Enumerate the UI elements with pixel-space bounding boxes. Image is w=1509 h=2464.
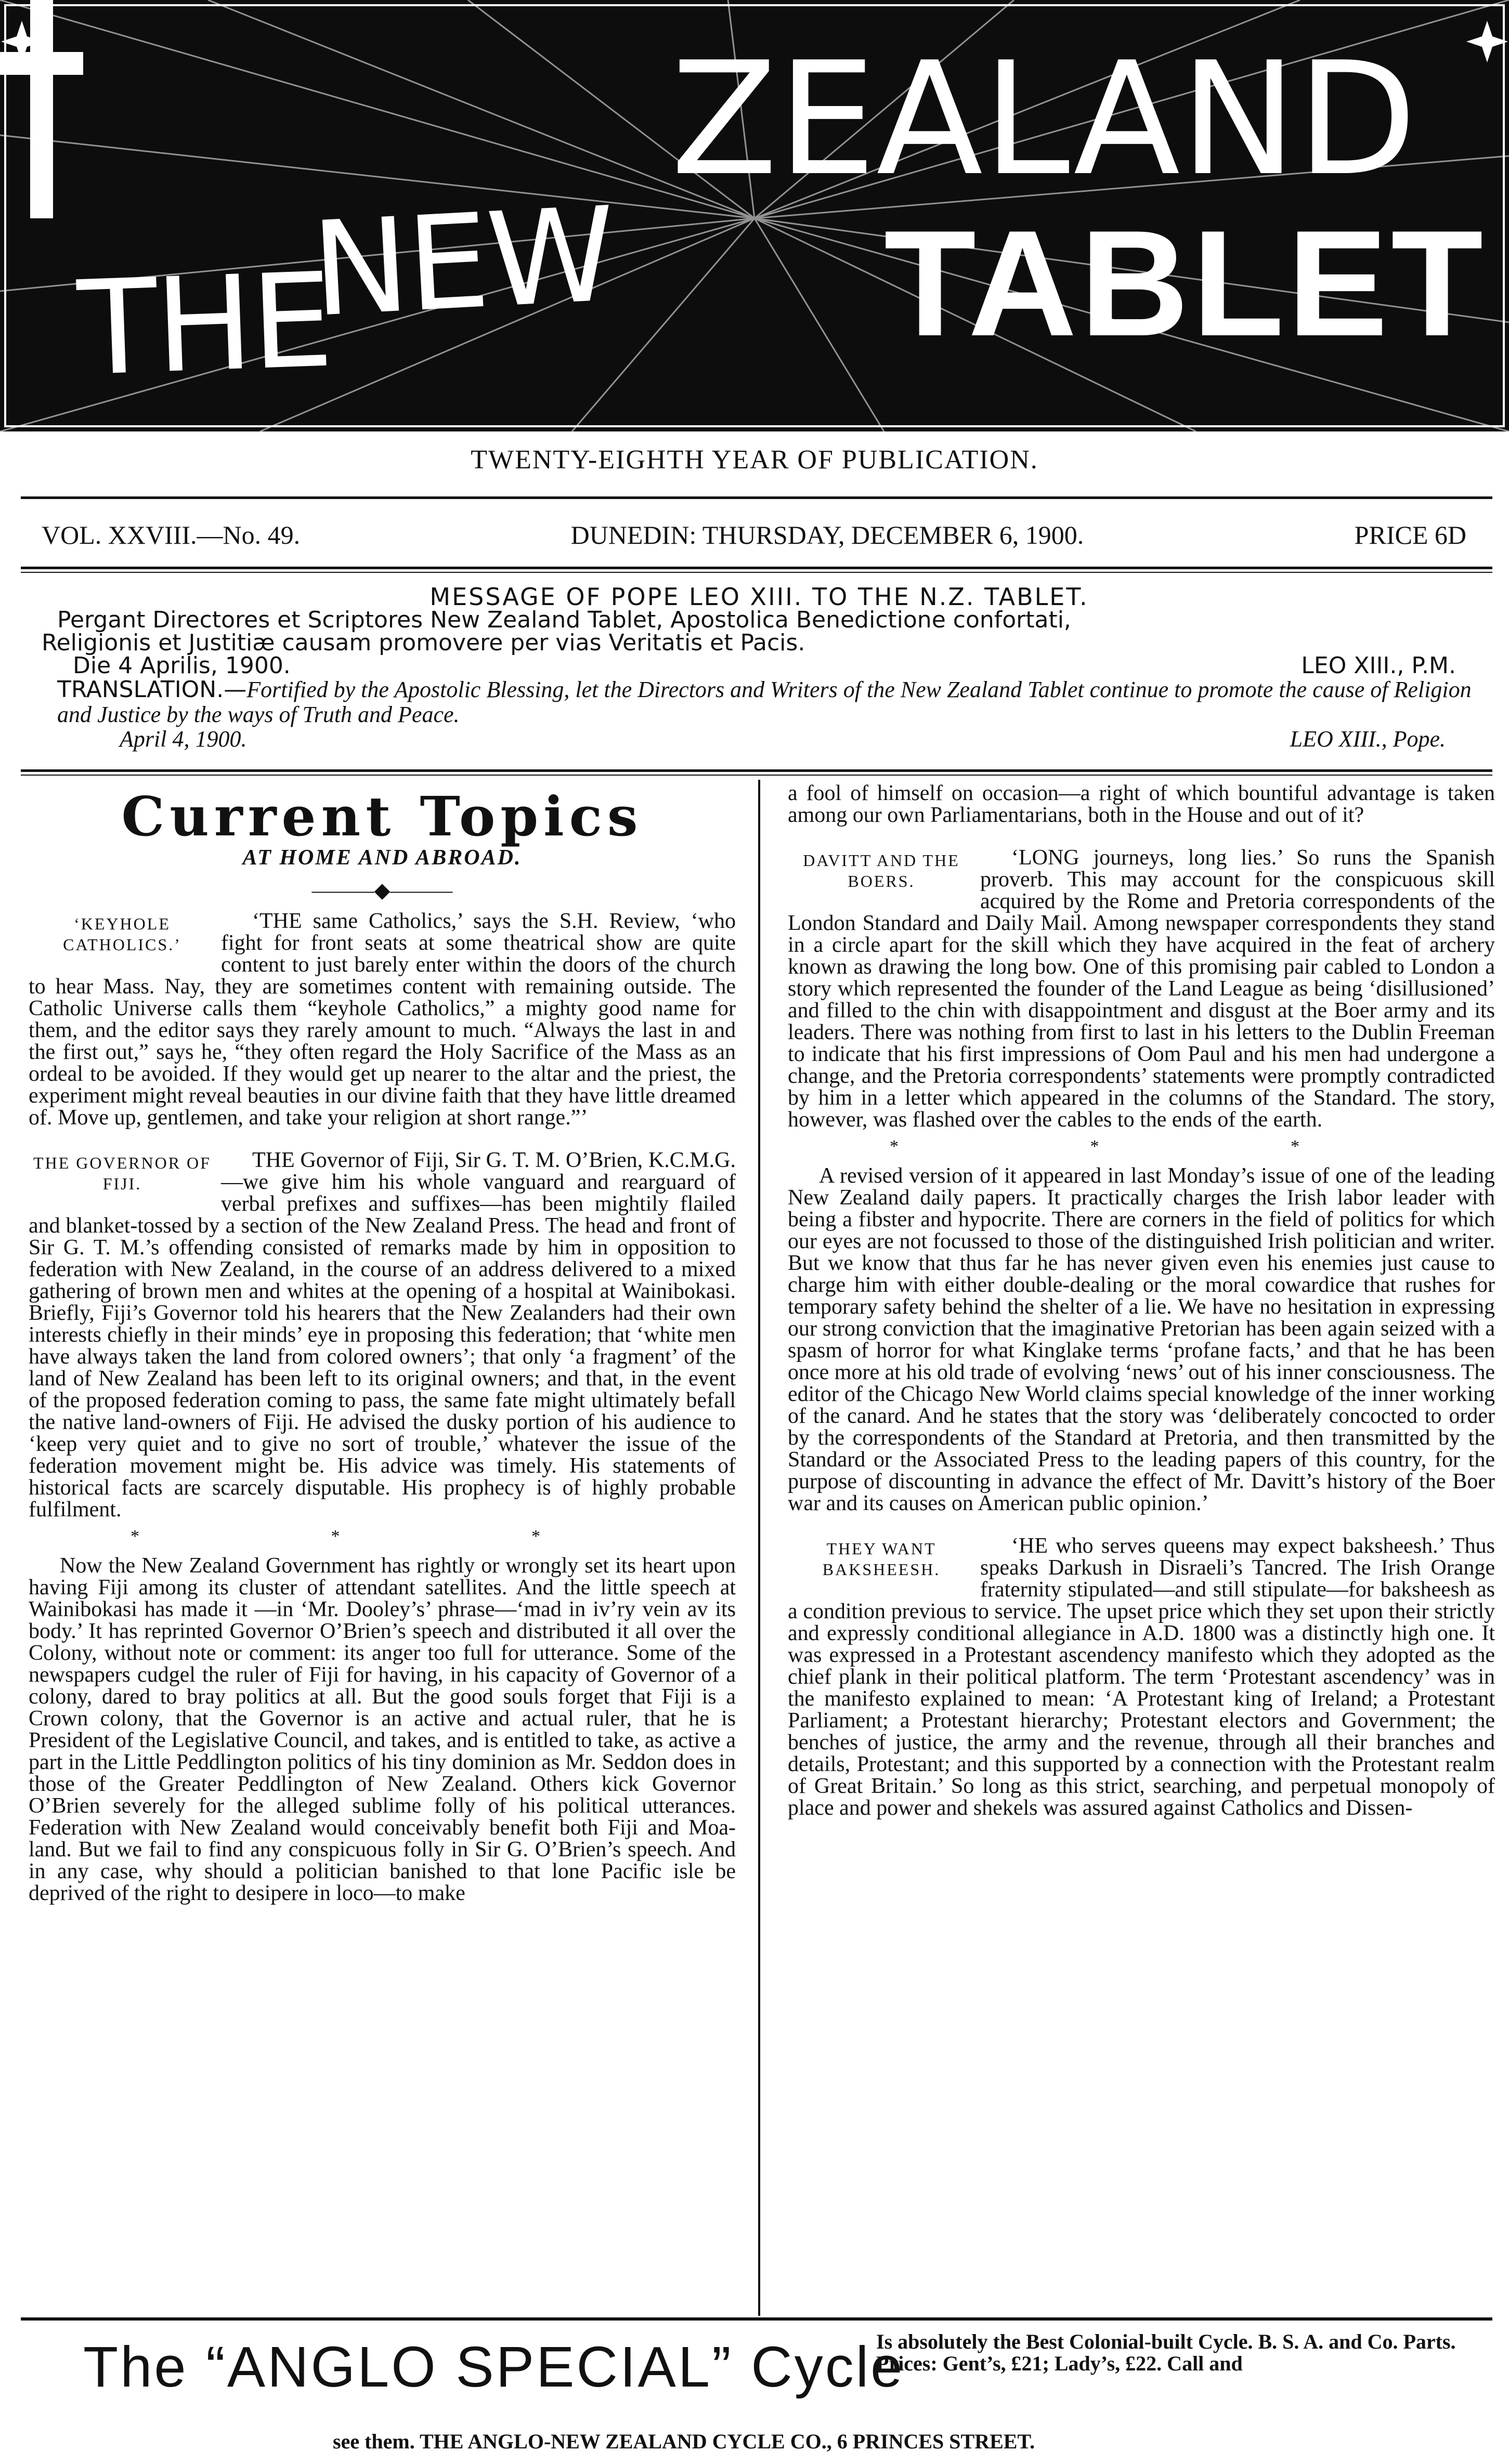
issue-date: DUNEDIN: THURSDAY, DECEMBER 6, 1900. bbox=[570, 520, 1084, 549]
rule-issue bbox=[21, 567, 1492, 569]
translation-signature-row bbox=[42, 727, 1477, 752]
issue-line bbox=[42, 520, 1466, 550]
translation-date: April 4, 1900. bbox=[120, 726, 247, 752]
message-latin-sign: LEO XIII., P.M. bbox=[1301, 652, 1456, 679]
masthead-tablet: TABLET bbox=[884, 199, 1487, 368]
rule-message-thin bbox=[21, 775, 1492, 776]
translation-sign: LEO XIII., Pope. bbox=[1290, 726, 1446, 752]
volume-number: VOL. XXVIII.—No. 49. bbox=[42, 520, 301, 549]
rule-issue-thin bbox=[21, 572, 1492, 573]
article-davitt bbox=[788, 847, 1495, 1131]
message-latin-2: Religionis et Justitiæ causam promovere per vias Veritatis et Pacis. bbox=[42, 630, 805, 656]
advert-details: Is absolutely the Best Colonial-built Cycle. B. S. A. and Co. Parts. Prices: Gent’s, £21; Lady’s, £22. Call and bbox=[876, 2330, 1456, 2375]
current-topics-heading: Current Topics bbox=[121, 784, 643, 848]
article-keyhole-text: ‘THE same Catholics,’ says the S.H. Review, ‘who fight for front seats at some theatrical show are quite content to just barely enter within the doors of the church to hear Mass. Nay, they are sometimes content with remaining outside. The Catholic Universe calls them “keyhole Catholics,” a mighty good name for them, and the editor says they rarely amount to much. “Always the last in and the first out,” says he, “they often regard the Holy Sacrifice of the Mass as an ordeal to be avoided. If they would get up nearer to the altar and the priest, the experiment might reveal beauties in our divine faith that they have little dreamed of. Move up, gentlemen, and take your religion at short range.”’ bbox=[29, 909, 736, 1130]
translation-label: TRANSLATION.— bbox=[57, 676, 247, 703]
article-baksheesh bbox=[788, 1535, 1495, 1819]
rule-top bbox=[21, 496, 1492, 499]
message-title: MESSAGE OF POPE LEO XIII. TO THE N.Z. TABLET. bbox=[430, 583, 1089, 611]
sidehead-keyhole: ‘KEYHOLE CATHOLICS.’ bbox=[63, 914, 181, 954]
sidehead-baksheesh: THEY WANT BAKSHEESH. bbox=[822, 1539, 941, 1579]
message-latin-1: Pergant Directores et Scriptores New Zealand Tablet, Apostolica Benedictione confortati, bbox=[57, 607, 1071, 633]
advert-rule bbox=[21, 2317, 1492, 2321]
right-column bbox=[788, 782, 1495, 2321]
advertisement bbox=[83, 2329, 1456, 2433]
cross-icon bbox=[0, 0, 83, 218]
left-column bbox=[29, 782, 736, 2321]
article-keyhole bbox=[29, 910, 736, 1129]
column-divider bbox=[758, 780, 760, 2316]
sidehead-davitt: DAVITT AND THE BOERS. bbox=[803, 851, 960, 890]
publication-year: TWENTY-EIGHTH YEAR OF PUBLICATION. bbox=[471, 445, 1038, 475]
current-topics-subheading: AT HOME AND ABROAD. bbox=[242, 846, 522, 870]
advert-address: see them. THE ANGLO-NEW ZEALAND CYCLE CO., 6 PRINCES STREET. bbox=[333, 2430, 1035, 2453]
message-translation bbox=[42, 677, 1477, 727]
masthead bbox=[0, 0, 1509, 431]
section-stars: * * * bbox=[890, 1137, 1393, 1156]
article-nowthe: Now the New Zealand Government has rightly or wrongly set its heart upon having Fiji among its cluster of attendant satellites. And the little speech at Wainibokasi has made it —in ‘Mr. Dooley’s’ phrase—‘mad in iv’ry vein av its body.’ It has reprinted Governor O’Brien’s speech and distributed it all over the Colony, without note or comment: its anger too full for utterance. Some of the newspapers cudgel the ruler of Fiji for having, in his capacity of Governor of a colony, dared to bray politics at all. But the good souls forget that Fiji is a Crown colony, that the Governor is an active and actual ruler, that he is President of the Legislative Council, and takes, and is entitled to take, as active a part in the Little Peddlington politics of his tiny dominion as Mr. Seddon does in those of the Greater Peddlington of New Zealand. Others kick Governor O’Brien severely for the alleged sublime folly of his political utterances. Federation with New Zealand would conceivably benefit both Fiji and Moa-land. But we fail to find any conspicuous folly in Sir G. O’Brien’s speech. And in any case, why should a politician banished to that lone Pacific isle be deprived of the right to desipere in loco—to make bbox=[29, 1554, 736, 1905]
sidehead-governor: THE GOVERNOR OF FIJI. bbox=[33, 1154, 211, 1193]
pope-message bbox=[42, 585, 1477, 752]
masthead-new: NEW bbox=[308, 179, 618, 346]
translation-text: Fortified by the Apostolic Blessing, let the Directors and Writers of the New Zealand Tablet continue to promote the cause of Religion and Justice by the ways of Truth and Peace. bbox=[57, 677, 1472, 727]
article-baksheesh-text: ‘HE who serves queens may expect baksheesh.’ Thus speaks Darkush in Disraeli’s Tancred. The Irish Orange fraternity stipulated—and still stipulate—for baksheesh as a condition previous to service. The upset price which they set upon their strictly and expressly conditional allegiance in A.D. 1800 was a distinctly high one. It was expressed in a Protestant ascendency manifesto which they adopted as the chief plank in their political platform. The term ‘Protestant ascendency’ was in the manifesto explained to mean: ‘A Protestant king of Ireland; a Protestant Parliament; a Protestant hierarchy; Protestant electors and Government; the benches of justice, the army and the revenue, through all their branches and details, Protestant; and this supported by a connection with the Protestant realm of Great Britain.’ So long as this strict, searching, and perpetual monopoly of place and power and shekels was assured against Catholics and Dissen- bbox=[788, 1534, 1495, 1820]
ornament-divider: ———◆——— bbox=[311, 879, 453, 902]
masthead-the: THE bbox=[75, 244, 334, 405]
article-davitt-text: ‘LONG journeys, long lies.’ So runs the Spanish proverb. This may account for the conspicuous skill acquired by the Rome and Pretoria correspondents of the London Standard and Daily Mail. Among newspaper correspondents they stand in a circle apart for the skill which they have acquired in the feat of archery known as drawing the long bow. One of this promising pair cabled to London a story which represented the founder of the Land League as being ‘disillusioned’ and filled to the chin with disappointment and disgust at the Boer army and its leaders. There was nothing from first to last in his letters to the Dublin Freeman to indicate that his first impressions of Oom Paul and his men had undergone a change, and the Pretoria correspondents’ statements were promptly contradicted by him in a letter which appeared in the columns of the Standard. The story, however, was flashed over the cables to the ends of the earth. bbox=[788, 846, 1495, 1132]
article-continued: a fool of himself on occasion—a right of which bountiful advantage is taken among our own Parliamentarians, both in the House and out of it? bbox=[788, 782, 1495, 827]
masthead-zealand: ZEALAND bbox=[671, 29, 1417, 210]
article-revised: A revised version of it appeared in last Monday’s issue of one of the leading New Zealand daily papers. It practically charges the Irish labor leader with being a fibster and hypocrite. There are corners in the field of politics for which our eyes are not focussed to those of the distinguished Irish politician and writer. But we know that thus far he has never given even his enemies just cause to charge him with either double-dealing or the moral cowardice that rushes for temporary safety behind the shelter of a lie. We have no hesitation in expressing our strong conviction that the imaginative Pretorian has been again seized with a spasm of horror for what Kinglake terms ‘profane facts,’ and that he has been once more at his old trade of evolving ‘news’ out of his inner consciousness. The editor of the Chicago New World claims special knowledge of the inner working of the canard. And he states that the story was ‘deliberately concocted to order by the correspondents of the Standard at Pretoria, and then transmitted by the Standard or the Associated Press to the leading papers of this country, for the purpose of discounting in advance the effect of Mr. Davitt’s history of the Boer war and its causes on American public opinion.’ bbox=[788, 1164, 1495, 1515]
issue-price: PRICE 6D bbox=[1354, 520, 1466, 549]
article-governor-text: THE Governor of Fiji, Sir G. T. M. O’Brien, K.C.M.G.—we give him his whole vanguard and rearguard of verbal prefixes and suffixes—has been mightily flailed and blanket-tossed by a section of the New Zealand Press. The head and front of Sir G. T. M.’s offending consisted of remarks made by him in opposition to federation with New Zealand, in the course of an address delivered to a mixed gathering of brown men and whites at the opening of a hospital at Wainibokasi. Briefly, Fiji’s Governor told his hearers that the New Zealanders had their own interests chiefly in their minds’ eye in proposing this federation; that ‘white men have always taken the land from colored owners’; that only ‘a fragment’ of the land of New Zealand has been left to its original owners; and that, in the event of the proposed federation coming to pass, the same fate might ultimately befall the native land-owners of Fiji. He advised the dusky portion of his audience to ‘keep very quiet and to give no sort of trouble,’ whatever the issue of the federation movement might be. His advice was timely. His statements of historical facts are scarcely disputable. His prophecy is of highly probable fulfilment. bbox=[29, 1148, 736, 1522]
advert-headline: The “ANGLO SPECIAL” Cycle bbox=[83, 2335, 905, 2399]
message-latin-signature-row bbox=[42, 654, 1477, 677]
article-governor bbox=[29, 1149, 736, 1521]
rule-message bbox=[21, 769, 1492, 772]
section-stars: * * * bbox=[131, 1527, 634, 1546]
message-latin-date: Die 4 Aprilis, 1900. bbox=[73, 652, 291, 679]
